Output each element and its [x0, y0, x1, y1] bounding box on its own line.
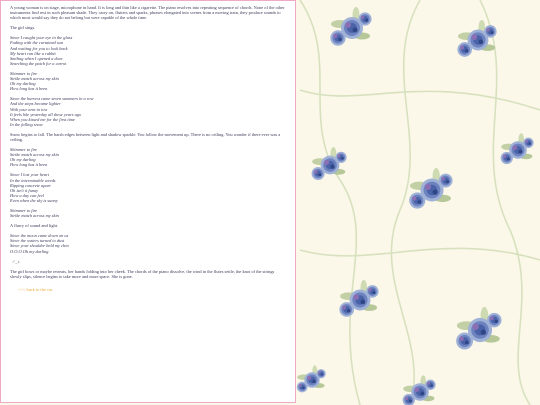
lyric-line: Since I lost your heart [10, 172, 50, 178]
lyric-line: How a day can feel [10, 192, 44, 198]
lyric-line: Shimmer to fire [10, 208, 38, 213]
intro-paragraph: A young woman is on stage, microphone in hand. It is long and thin like a cigarette. The piano resolves into repeating sequence of chords. None of the other instruments find rest in such pleasant shade. They carry on, flutters and sparks, phrases elongated into scenes from a moving train, they produce sounds to which most would say they do not belong but were capable of the whole time. [10, 5, 285, 21]
lyric-line: Shimmer to fire [10, 147, 38, 153]
lyric-line: Shimmer to fire [10, 70, 38, 76]
sing-line: The girl sings. [10, 25, 36, 31]
stanza-2 [10, 96, 287, 127]
lyric-line: Fading with the curtained sun [10, 40, 63, 46]
lyric-line: My heart ran like a rabbit [10, 50, 56, 56]
lyric-line: Ripping concrete apart [10, 182, 51, 188]
lyric-line: Strike match across my skin [10, 152, 59, 158]
lyric-line: Oh isn't it funny [10, 187, 39, 193]
snow-paragraph: Snow begins to fall. The harsh edges between light and shadow sparkle. You follow the movement up. There is no ceiling. You wonder if there ever was a ceiling. [10, 131, 281, 142]
stanza-1 [10, 35, 287, 66]
lyric-line: Since the harvest came seven summers in a row [10, 96, 94, 102]
lyric-line: When you kissed me for the first time [10, 116, 75, 122]
chorus-3 [10, 208, 287, 218]
lyric-line: It feels like yesterday all these years ago [10, 111, 82, 117]
lyric-line: With your arm in tow [10, 106, 48, 112]
chorus-2 [10, 147, 287, 167]
lyric-line: Since your shoulder held my chin [10, 243, 69, 249]
flurry-line: A flurry of sound and light. [10, 223, 59, 229]
lyric-line: Smiling when I opened a door [10, 55, 63, 61]
lyric-line: How long has it been [10, 162, 48, 168]
lyric-line: Oh my darling [10, 81, 36, 87]
back-to-car-link[interactable]: <<< back to the car [18, 286, 53, 292]
lyric-line: Since the waters turned to dust [10, 238, 65, 244]
lyric-line: In the falling snow [10, 121, 43, 127]
lyric-line: And waiting for you to look back [10, 45, 68, 51]
lyric-line: Since the moon came down on us [10, 233, 69, 239]
stanza-3 [10, 172, 287, 203]
lyric-line: Even when the sky is sunny [10, 197, 58, 203]
lyric-line: How long has it been [10, 86, 48, 92]
lyric-line: And the steps became lighter [10, 101, 61, 107]
music-sigil: ♂_♪ [12, 258, 20, 264]
lyric-line: Strike match across my skin [10, 76, 59, 82]
lyric-line: Oh my darling [10, 157, 36, 163]
lyric-line: Searching the patch for a carrot [10, 60, 67, 66]
lyric-line: In the interminable weeds [10, 177, 56, 183]
lyric-line: O.O.O.Oh my darling [10, 248, 49, 254]
ending-paragraph: The girl bows or maybe retreats, her hands folding into her cheek. The chords of the piano dissolve, the wind in the flutes settle, the knot of the strings slowly slips, silence begins to take more and more space. She is gone. [10, 268, 275, 279]
stanza-4 [10, 233, 287, 253]
lyric-line: Strike match across my skin [10, 213, 59, 219]
chorus-1 [10, 71, 287, 91]
lyric-line: Since I caught your eye in the glass [10, 35, 73, 41]
